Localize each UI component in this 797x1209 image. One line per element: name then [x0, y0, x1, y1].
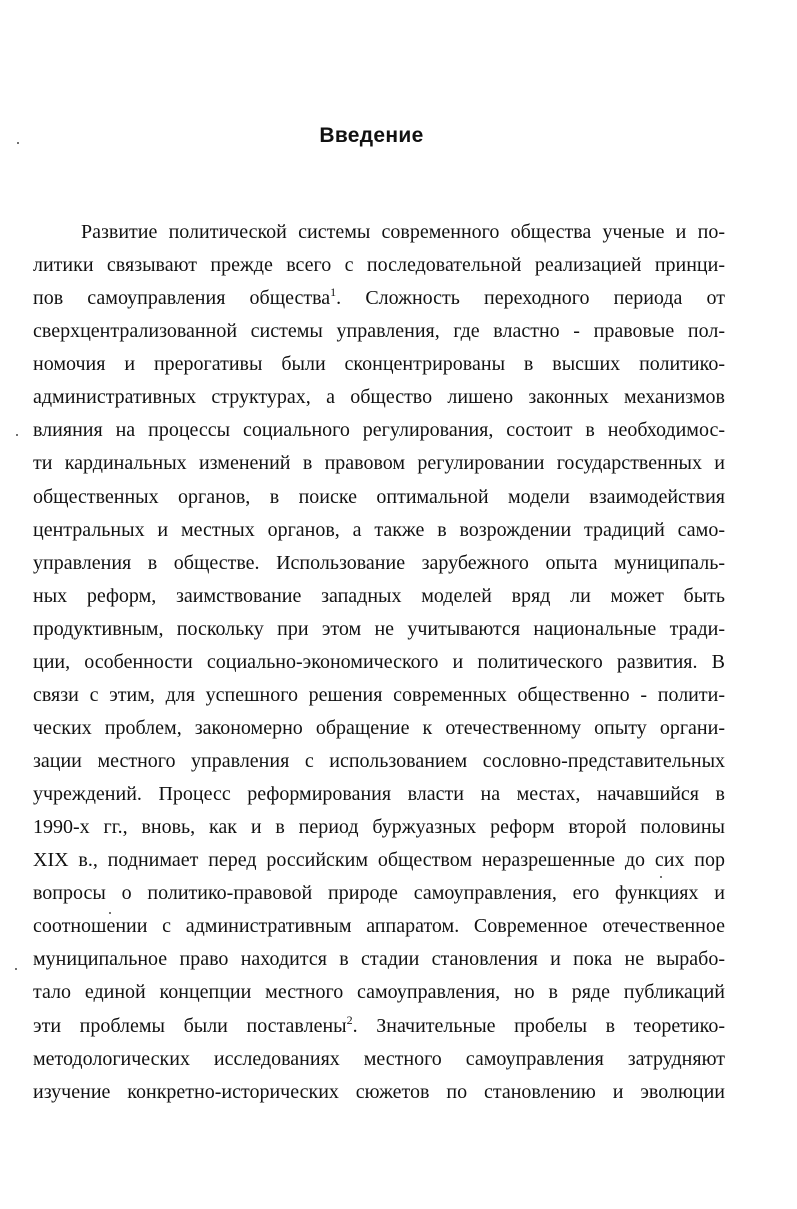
text-line: соотношении с административным аппаратом. Современное отечественное: [33, 915, 725, 938]
text-line: влияния на процессы социального регулирования, состоит в необходимос-: [33, 419, 725, 442]
scan-speck: [17, 142, 19, 144]
text-line: управления в обществе. Использование зарубежного опыта муниципаль-: [33, 551, 725, 574]
text-line: [33, 1010, 725, 1043]
text-segment: . Сложность переходного периода от: [336, 287, 725, 310]
text-segment: пов самоуправления общества: [33, 287, 331, 310]
body-paragraph: [33, 216, 725, 1109]
text-line: Развитие политической системы современного общества ученые и по-: [81, 221, 725, 243]
text-line: ных реформ, заимствование западных моделей вряд ли может быть: [33, 584, 725, 607]
text-segment: эти проблемы были поставлены: [33, 1014, 347, 1037]
scan-speck: [109, 912, 111, 914]
text-line: сверхцентрализованной системы управления, где властно - правовые пол-: [33, 320, 725, 343]
text-line: ческих проблем, закономерно обращение к отечественному опыту органи-: [33, 716, 725, 739]
text-line: муниципальное право находится в стадии становления и пока не вырабо-: [33, 948, 725, 971]
text-line: учреждений. Процесс реформирования власти на местах, начавшийся в: [33, 783, 725, 806]
text-line: ти кардинальных изменений в правовом регулировании государственных и: [33, 452, 725, 475]
scan-speck: [15, 968, 17, 970]
footnote-ref[interactable]: 2: [346, 1012, 353, 1027]
text-line: центральных и местных органов, а также в возрождении традиций само-: [33, 518, 725, 541]
text-line: [33, 282, 725, 315]
text-line: административных структурах, а общество лишено законных механизмов: [33, 386, 725, 409]
footnote-ref[interactable]: 1: [330, 285, 337, 300]
scan-speck: [660, 876, 662, 878]
text-line: зации местного управления с использованием сословно-представительных: [33, 750, 725, 772]
text-line: ции, особенности социально-экономического и политического развития. В: [33, 650, 725, 673]
text-line: 1990-х гг., вновь, как и в период буржуазных реформ второй половины: [33, 816, 725, 839]
text-line: изучение конкретно-исторических сюжетов по становлению и эволюции: [33, 1080, 725, 1103]
text-line: общественных органов, в поиске оптимальной модели взаимодействия: [33, 485, 725, 508]
scan-speck: [16, 434, 18, 436]
text-line: тало единой концепции местного самоуправления, но в ряде публикаций: [33, 981, 725, 1004]
text-line: методологических исследованиях местного самоуправления затрудняют: [33, 1047, 725, 1070]
page-title: Введение: [319, 124, 424, 147]
text-line: вопросы о политико-правовой природе самоуправления, его функциях и: [33, 882, 725, 905]
text-line: литики связывают прежде всего с последовательной реализацией принци-: [33, 254, 725, 277]
text-line: XIX в., поднимает перед российским обществом неразрешенные до сих пор: [33, 849, 725, 872]
text-line: продуктивным, поскольку при этом не учитываются национальные тради-: [33, 617, 725, 640]
text-segment: . Значительные пробелы в теоретико-: [352, 1014, 725, 1037]
text-line: номочия и прерогативы были сконцентрированы в высших политико-: [33, 353, 725, 376]
text-line: связи с этим, для успешного решения современных общественно - полити-: [33, 683, 725, 706]
